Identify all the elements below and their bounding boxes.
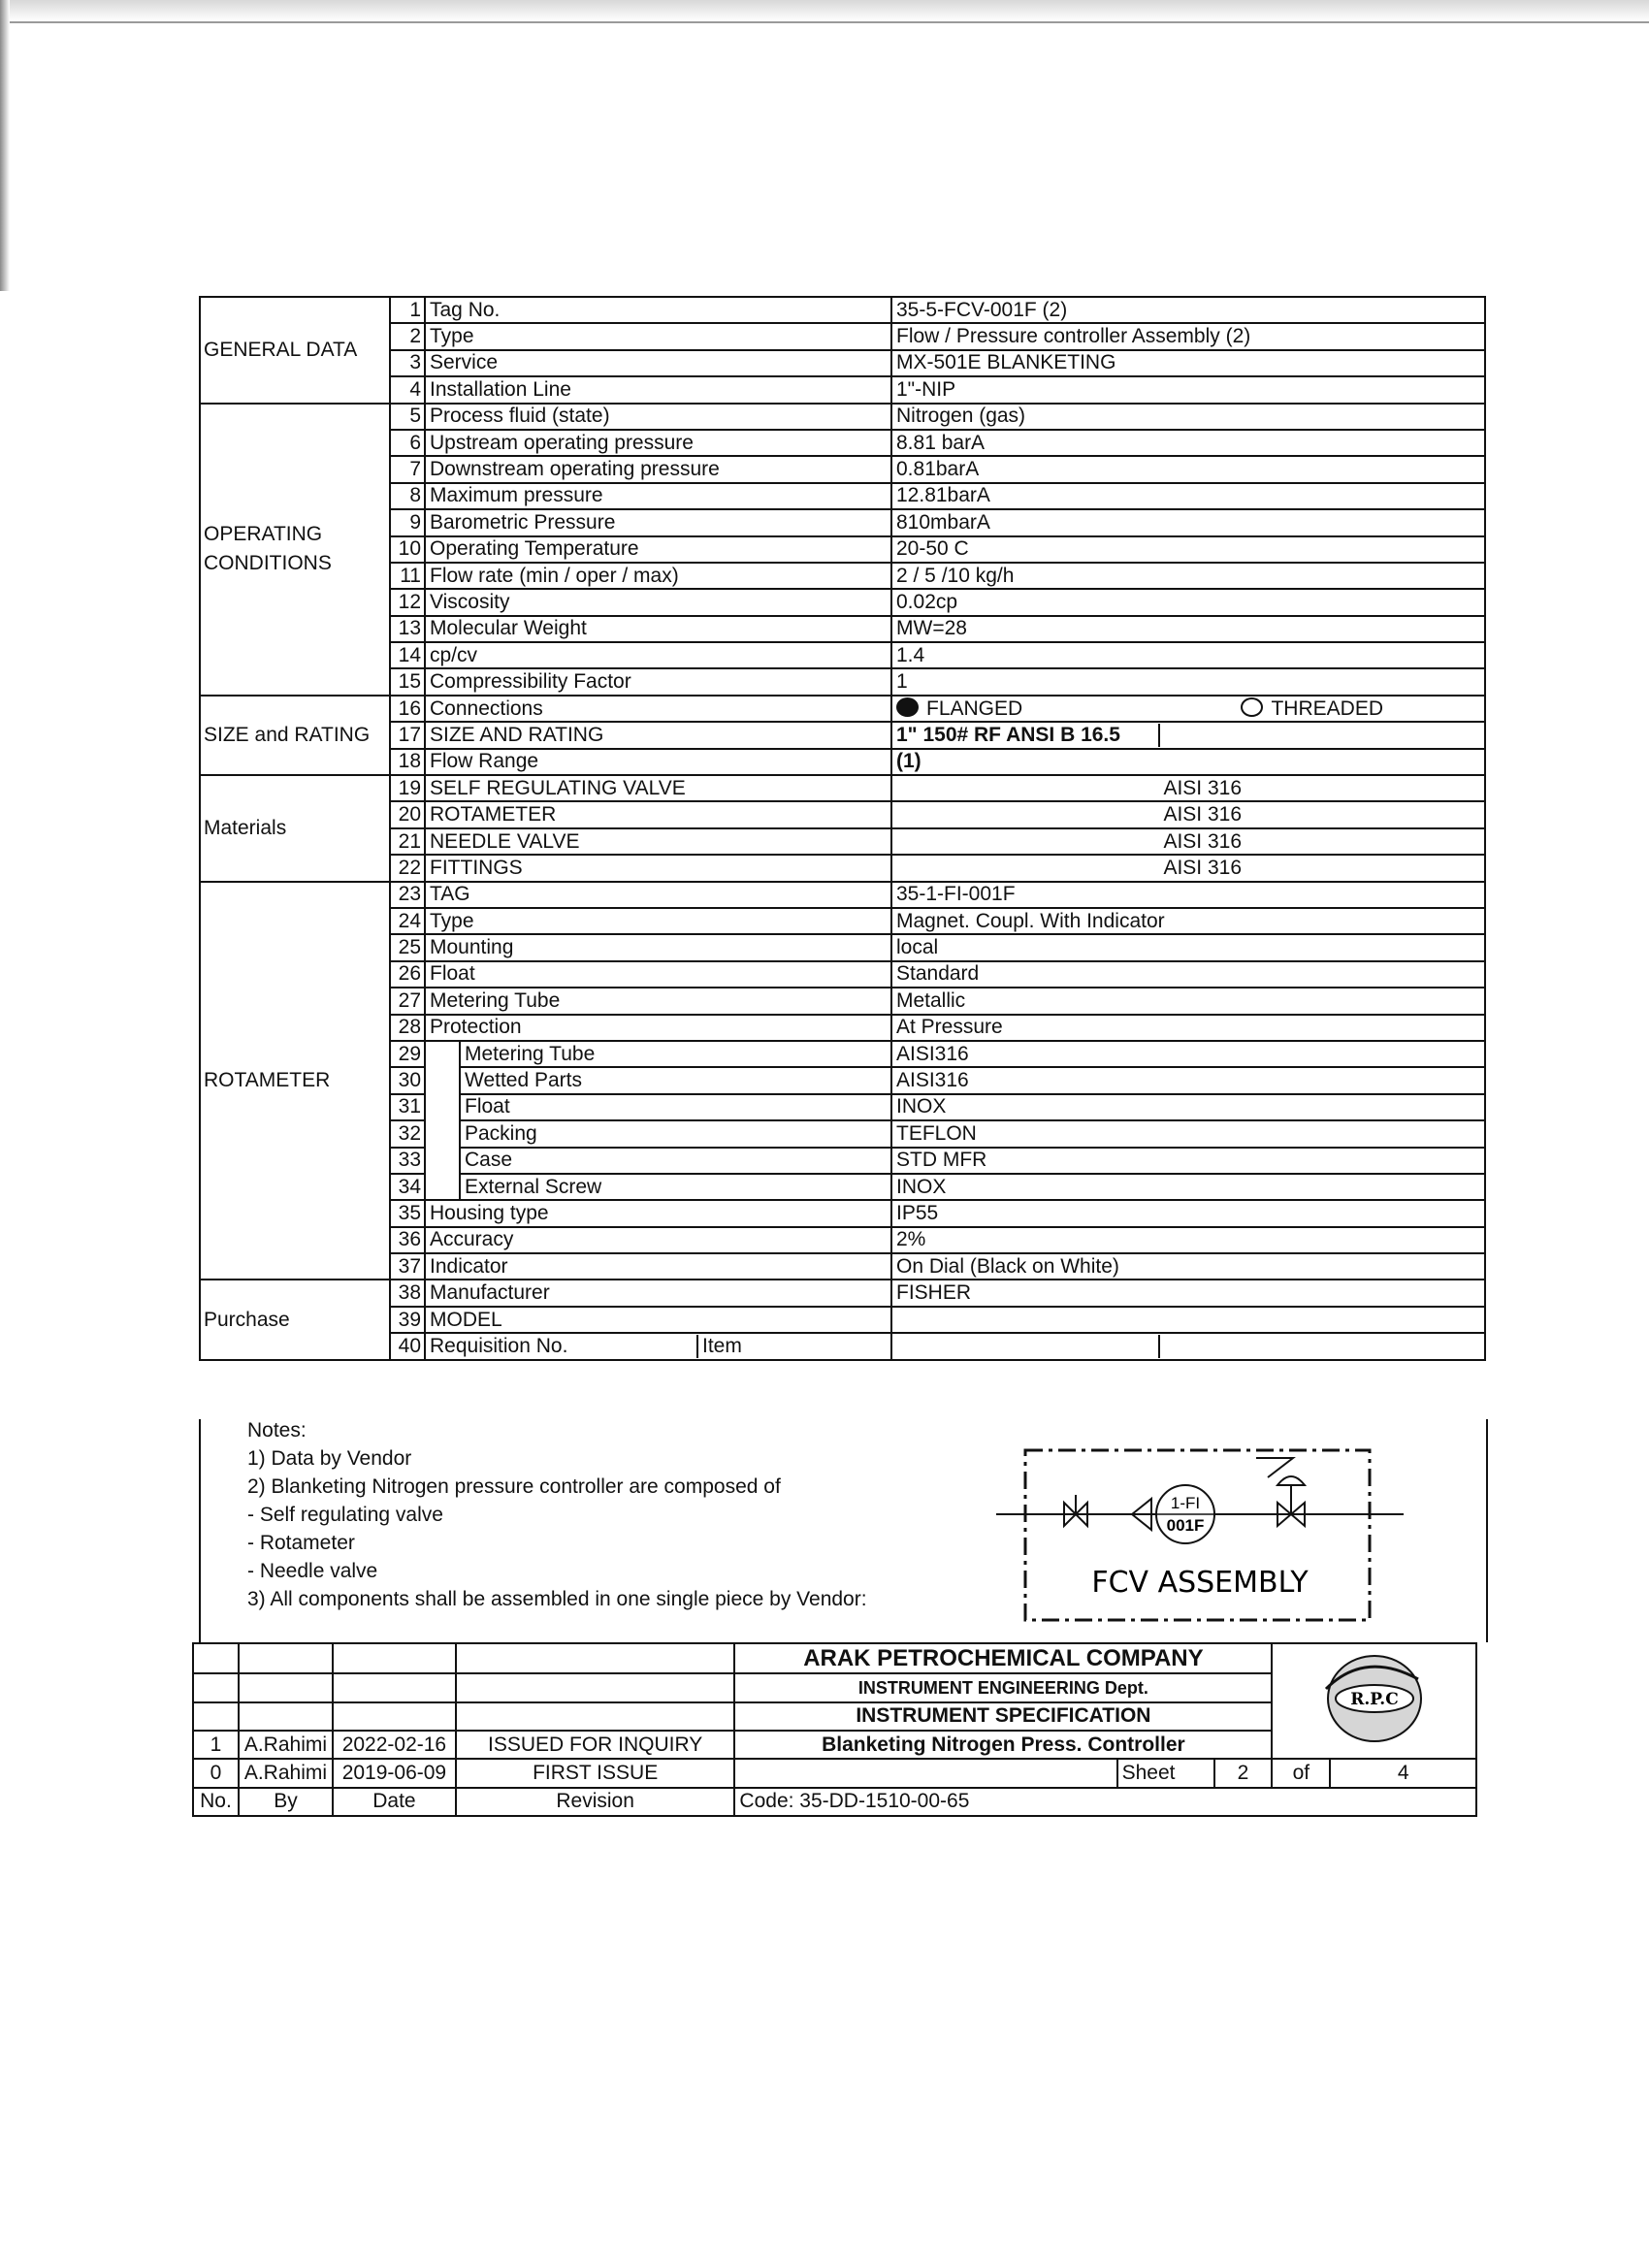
row-label: ROTAMETER [425,801,891,827]
row-label: Downstream operating pressure [425,456,891,482]
sketch-caption: FCV ASSEMBLY [1091,1566,1309,1600]
spec-row [200,668,1485,695]
row-label: TAG [425,882,891,908]
row-number: 24 [390,908,425,934]
row-value: Flow / Pressure controller Assembly (2) [891,323,1485,349]
row-number: 22 [390,855,425,881]
rpc-logo-icon [1307,1650,1442,1747]
scan-fold-shadow [0,0,10,291]
spec-row [200,1094,1485,1120]
spec-row [200,323,1485,349]
spec-row [200,1148,1485,1174]
row-value: 810mbarA [891,509,1485,535]
row-value: INOX [891,1174,1485,1200]
row-value: STD MFR [891,1148,1485,1174]
row-number: 3 [390,350,425,376]
spec-row [200,376,1485,403]
row-number: 5 [390,404,425,430]
row-label: Viscosity [425,589,891,615]
row-label: Manufacturer [425,1280,891,1306]
row-number: 7 [390,456,425,482]
row-label: Maximum pressure [425,483,891,509]
spec-row [200,1015,1485,1041]
row-label: Process fluid (state) [425,404,891,430]
row-label: Packing [460,1120,891,1147]
row-label: Installation Line [425,376,891,403]
empty-radio-icon [1241,697,1263,717]
material-vertical-label [425,1041,460,1200]
group-label-operating: OPERATING CONDITIONS [200,404,390,696]
row-value: 1 [891,668,1485,695]
svg-text:R.P.C: R.P.C [1349,1689,1399,1709]
spec-row [200,1174,1485,1200]
notes-title: Notes: [247,1419,307,1442]
row-label: Housing type [425,1200,891,1226]
item-label: Item [696,1335,887,1358]
spec-row [200,828,1485,855]
needle-valve-symbol [1064,1495,1087,1526]
spec-row [200,456,1485,482]
row-value: (1) [891,749,1485,775]
spec-row [200,563,1485,589]
row-number: 31 [390,1094,425,1120]
row-number: 25 [390,934,425,960]
row-value: Magnet. Coupl. With Indicator [891,908,1485,934]
row-label: Mounting [425,934,891,960]
spec-row [200,1120,1485,1147]
row-value: Nitrogen (gas) [891,404,1485,430]
sheet-total: 4 [1330,1759,1476,1787]
row-label: Flow rate (min / oper / max) [425,563,891,589]
department: INSTRUMENT ENGINEERING Dept. [734,1673,1272,1701]
rev-by: A.Rahimi [239,1731,333,1759]
row-number: 9 [390,509,425,535]
document-code: Code: 35-DD-1510-00-65 [734,1788,1476,1816]
row-value: 20-50 C [891,536,1485,563]
row-number: 27 [390,988,425,1014]
row-number: 39 [390,1307,425,1333]
bubble-top: 1-FI [1170,1494,1201,1512]
sheet-number: 2 [1214,1759,1273,1787]
note-line: - Rotameter [247,1532,355,1554]
spec-row [200,801,1485,827]
company-name: ARAK PETROCHEMICAL COMPANY [734,1643,1272,1673]
row-number: 28 [390,1015,425,1041]
row-number: 36 [390,1227,425,1253]
row-label: SIZE AND RATING [425,722,891,748]
row-number: 2 [390,323,425,349]
row-value: Standard [891,961,1485,988]
row-value: 2% [891,1227,1485,1253]
row-label: Barometric Pressure [425,509,891,535]
row-number: 1 [390,297,425,323]
spec-row [200,350,1485,376]
row-label: MODEL [425,1307,891,1333]
rev-by: A.Rahimi [239,1759,333,1787]
rev-no: 1 [193,1731,239,1759]
spec-row [200,1227,1485,1253]
spec-row [200,855,1485,881]
row-label: Type [425,908,891,934]
header-no: No. [193,1788,239,1816]
row-label: Wetted Parts [460,1067,891,1093]
row-value: 1.4 [891,642,1485,668]
row-number: 12 [390,589,425,615]
spec-row [200,988,1485,1014]
row-value: AISI316 [891,1041,1485,1067]
row-number: 13 [390,616,425,642]
rev-description: FIRST ISSUE [456,1759,735,1787]
spec-row [200,1280,1485,1306]
spec-row [200,1200,1485,1226]
option-flanged: FLANGED [896,697,1022,721]
spec-row [200,297,1485,323]
row-label: Tag No. [425,297,891,323]
row-label-text: Requisition No. [430,1334,568,1357]
row-label: Case [460,1148,891,1174]
row-value: 2 / 5 /10 kg/h [891,563,1485,589]
spec-row [200,908,1485,934]
row-value: 35-5-FCV-001F (2) [891,297,1485,323]
row-value: 35-1-FI-001F [891,882,1485,908]
row-value [891,696,1485,722]
note-line: - Self regulating valve [247,1504,443,1526]
spec-row [200,1067,1485,1093]
row-number: 11 [390,563,425,589]
row-label: Indicator [425,1253,891,1280]
spec-row [200,1333,1485,1359]
spec-row [200,961,1485,988]
spec-table [199,296,1486,1361]
row-number: 19 [390,775,425,801]
row-number: 37 [390,1253,425,1280]
group-label-materials: Materials [200,775,390,882]
note-line: 2) Blanketing Nitrogen pressure controller are composed of [247,1475,781,1498]
spec-row [200,934,1485,960]
row-label: NEEDLE VALVE [425,828,891,855]
spec-row [200,722,1485,748]
spec-row [200,882,1485,908]
company-logo [1272,1643,1476,1759]
row-value: AISI316 [891,1067,1485,1093]
spec-row [200,642,1485,668]
row-value: AISI 316 [891,828,1485,855]
row-number: 35 [390,1200,425,1226]
spec-row [200,483,1485,509]
row-value: 12.81barA [891,483,1485,509]
option-threaded: THREADED [1241,697,1383,721]
row-value: At Pressure [891,1015,1485,1041]
row-value: Metallic [891,988,1485,1014]
row-value: 0.81barA [891,456,1485,482]
row-label: Float [425,961,891,988]
row-number: 4 [390,376,425,403]
row-label: FITTINGS [425,855,891,881]
row-value: MX-501E BLANKETING [891,350,1485,376]
row-number: 15 [390,668,425,695]
spec-row [200,1307,1485,1333]
row-number: 10 [390,536,425,563]
row-number: 34 [390,1174,425,1200]
group-label-purchase: Purchase [200,1280,390,1359]
spec-row [200,536,1485,563]
spec-row [200,509,1485,535]
rev-date: 2019-06-09 [333,1759,456,1787]
spec-row [200,749,1485,775]
row-label: Operating Temperature [425,536,891,563]
spec-row [200,1041,1485,1067]
spec-row [200,616,1485,642]
row-value: AISI 316 [891,775,1485,801]
pressure-regulator-symbol [1256,1458,1305,1526]
row-number: 29 [390,1041,425,1067]
row-value: 1"-NIP [891,376,1485,403]
row-number: 23 [390,882,425,908]
row-label: Connections [425,696,891,722]
row-label: Float [460,1094,891,1120]
title-block [192,1642,1477,1817]
rev-no: 0 [193,1759,239,1787]
spec-row [200,1253,1485,1280]
note-line: 3) All components shall be assembled in one single piece by Vendor: [247,1588,867,1610]
sheet-label: Sheet [1117,1759,1214,1787]
row-value [891,722,1485,748]
row-label: Protection [425,1015,891,1041]
row-number: 18 [390,749,425,775]
row-label: Compressibility Factor [425,668,891,695]
spec-row [200,696,1485,722]
row-value: On Dial (Black on White) [891,1253,1485,1280]
note-line: - Needle valve [247,1560,378,1582]
filled-radio-icon [896,697,919,717]
spec-row [200,404,1485,430]
header-date: Date [333,1788,456,1816]
row-label: Type [425,323,891,349]
group-label-general: GENERAL DATA [200,297,390,404]
row-label: Metering Tube [460,1041,891,1067]
row-number: 14 [390,642,425,668]
note-line: 1) Data by Vendor [247,1447,412,1470]
header-by: By [239,1788,333,1816]
row-value: AISI 316 [891,801,1485,827]
row-label: Molecular Weight [425,616,891,642]
row-value: INOX [891,1094,1485,1120]
row-label: Flow Range [425,749,891,775]
row-number: 21 [390,828,425,855]
row-number: 20 [390,801,425,827]
row-number: 40 [390,1333,425,1359]
scan-top-edge [0,0,1649,23]
row-value: IP55 [891,1200,1485,1226]
spec-subject: Blanketing Nitrogen Press. Controller [734,1731,1272,1759]
row-value: 0.02cp [891,589,1485,615]
row-value: 8.81 barA [891,430,1485,456]
row-value: MW=28 [891,616,1485,642]
of-label: of [1272,1759,1330,1787]
bubble-bottom: 001F [1166,1516,1205,1535]
spec-title: INSTRUMENT SPECIFICATION [734,1702,1272,1731]
row-number: 38 [390,1280,425,1306]
rev-date: 2022-02-16 [333,1731,456,1759]
row-label: cp/cv [425,642,891,668]
row-label: Service [425,350,891,376]
notes-section [199,1419,1488,1642]
row-number: 8 [390,483,425,509]
row-label: Upstream operating pressure [425,430,891,456]
row-value [891,1333,1485,1359]
header-revision: Revision [456,1788,735,1816]
group-label-rotameter: ROTAMETER [200,882,390,1280]
spec-row [200,430,1485,456]
row-label: SELF REGULATING VALVE [425,775,891,801]
row-label: Metering Tube [425,988,891,1014]
row-number: 17 [390,722,425,748]
spec-row [200,775,1485,801]
row-label [425,1333,891,1359]
row-number: 32 [390,1120,425,1147]
group-label-size: SIZE and RATING [200,696,390,775]
spec-row [200,589,1485,615]
row-value: AISI 316 [891,855,1485,881]
row-value: FISHER [891,1280,1485,1306]
rev-description: ISSUED FOR INQUIRY [456,1731,735,1759]
row-label: Accuracy [425,1227,891,1253]
row-number: 16 [390,696,425,722]
row-value: TEFLON [891,1120,1485,1147]
row-value: local [891,934,1485,960]
row-value [891,1307,1485,1333]
row-number: 26 [390,961,425,988]
row-label: External Screw [460,1174,891,1200]
fcv-assembly-sketch [996,1439,1404,1633]
row-number: 30 [390,1067,425,1093]
row-number: 33 [390,1148,425,1174]
size-rating-value: 1" 150# RF ANSI B 16.5 [896,723,1120,746]
row-number: 6 [390,430,425,456]
